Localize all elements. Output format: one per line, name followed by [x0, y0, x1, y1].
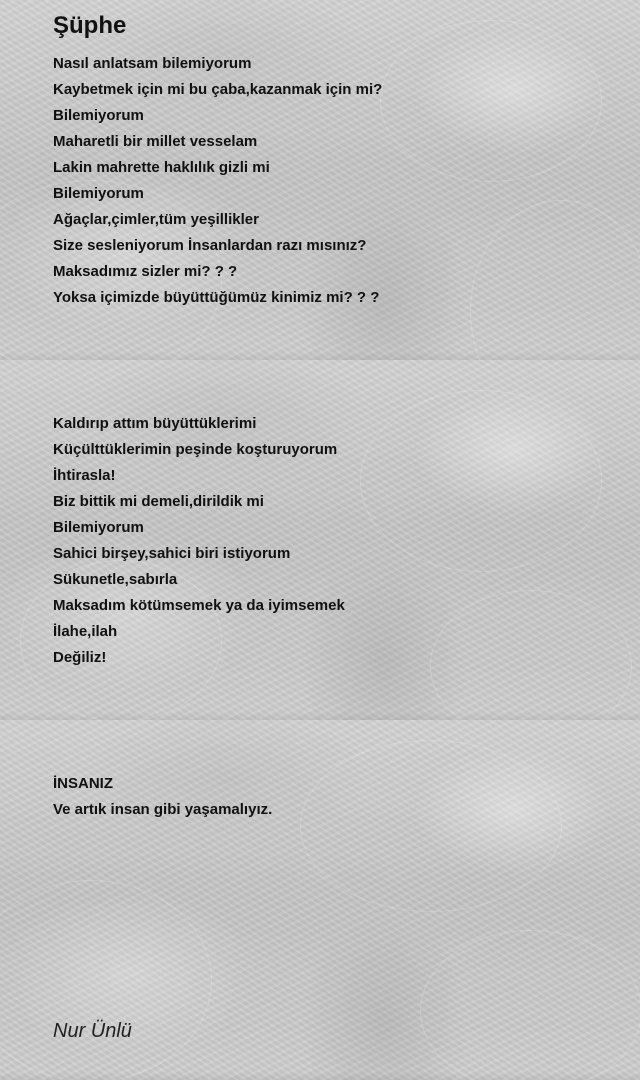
texture-swirl — [300, 740, 562, 912]
poem-line: Bilemiyorum — [53, 519, 144, 536]
poem-stanza-1 — [53, 51, 382, 311]
poem-line: Maksadımız sizler mi? ? ? — [53, 263, 238, 280]
poem-line: İhtirasla! — [53, 467, 116, 484]
texture-swirl — [380, 20, 602, 182]
poem-line: Maksadım kötümsemek ya da iyimsemek — [53, 597, 345, 614]
poem-line: Sahici birşey,sahici biri istiyorum — [53, 545, 291, 562]
poem-line: Ağaçlar,çimler,tüm yeşillikler — [53, 211, 259, 228]
poem-line: Biz bittik mi demeli,dirildik mi — [53, 493, 264, 510]
poem-stanza-2 — [53, 411, 345, 671]
poem-line: Maharetli bir millet vesselam — [53, 133, 258, 150]
poem-line: Bilemiyorum — [53, 107, 144, 124]
poem-author: Nur Ünlü — [53, 1020, 132, 1042]
poem-line: Lakin mahrette haklılık gizli mi — [53, 159, 270, 176]
poem-line: Size sesleniyorum İnsanlardan razı mısınız? — [53, 237, 367, 254]
poem-stanza-3 — [53, 771, 272, 823]
poem-line: Ve artık insan gibi yaşamalıyız. — [53, 801, 273, 818]
texture-swirl — [420, 930, 640, 1080]
texture-swirl — [360, 390, 602, 572]
poem-title: Şüphe — [53, 12, 127, 39]
texture-swirl — [430, 590, 632, 720]
poem-line: Değiliz! — [53, 649, 107, 666]
poem-line: Yoksa içimizde büyüttüğümüz kinimiz mi? ? ? — [53, 289, 380, 306]
poem-line: İlahe,ilah — [53, 623, 118, 640]
poem-line: Sükunetle,sabırla — [53, 571, 178, 588]
poem-line: Küçülttüklerimin peşinde koşturuyorum — [53, 441, 338, 458]
poem-line: Nasıl anlatsam bilemiyorum — [53, 55, 252, 72]
texture-swirl — [0, 880, 212, 1080]
poem-line: Bilemiyorum — [53, 185, 144, 202]
poem-line: Kaldırıp attım büyüttüklerimi — [53, 415, 257, 432]
poem-line: İNSANIZ — [53, 775, 113, 792]
poem-line: Kaybetmek için mi bu çaba,kazanmak için mi? — [53, 81, 383, 98]
texture-swirl — [470, 200, 640, 360]
